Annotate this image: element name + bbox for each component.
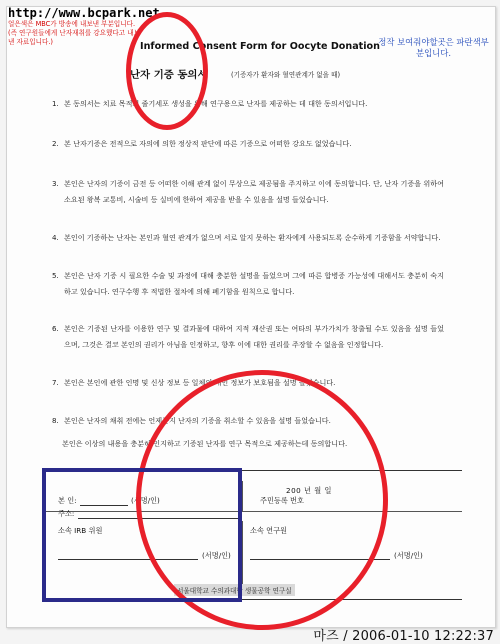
red-annotation-note: 얼은색은 MBC가 방송에 내보낸 부분입니다. (즉 연구원들에게 난자재취를 강요했다고 내보낸 자료입니다.): [8, 20, 140, 46]
clause-4: [52, 230, 444, 246]
clause-number: 4.: [52, 233, 59, 242]
researcher-label: 소속 연구원: [250, 526, 288, 535]
clause-number: 7.: [52, 378, 59, 387]
title-korean: 난자 기증 동의서: [130, 69, 208, 81]
capture-timestamp: 마즈 / 2006-01-10 12:22:37: [313, 629, 494, 644]
clause-6: [52, 321, 444, 352]
date-line: 200 년 월 일: [286, 486, 332, 495]
clause-number: 3.: [52, 179, 59, 188]
clause-5: [52, 268, 444, 299]
signer-sign-label: (서명/인): [131, 496, 160, 505]
clause-number: 5.: [52, 271, 59, 280]
clause-text: 본인은 기증된 난자를 이용한 연구 및 결과물에 대하여 지적 재산권 또는 여타의 부가가치가 창출될 수도 있음을 설명 들었으며, 그것은 결코 본인의 권리가 아님을 인정하고, 향후 이에 대한 권리를 주장할 수 없음을 인정합니다.: [64, 324, 444, 349]
rrn-label: 주민등록 번호: [260, 496, 304, 505]
irb-member-label: 소속 IRB 위원: [58, 526, 103, 535]
closing-statement: 본인은 이상의 내용을 충분히 인지하고 기증된 난자를 연구 목적으로 제공하는데 동의합니다.: [62, 439, 348, 448]
clause-text: 본 난자기증은 전적으로 자의에 의한 정상적 판단에 따른 기증으로 어떠한 강요도 없었습니다.: [64, 139, 352, 148]
researcher-sign-label: (서명/인): [394, 551, 423, 560]
watermark-url: http://www.bcpark.net: [8, 6, 160, 20]
clause-2: [52, 136, 444, 152]
irb-sign-label: (서명/인): [202, 551, 231, 560]
blue-annotation-note: 정작 보여줘야할곳은 파란색부분입니다.: [378, 37, 489, 58]
address-label: 주소:: [58, 509, 75, 518]
clause-number: 8.: [52, 416, 59, 425]
red-annotation-circle: [126, 12, 208, 130]
clause-text: 본인은 본인에 관한 인명 및 신상 정보 등 일체의 개인 정보가 보호됨을 설명 들었습니다.: [64, 378, 336, 387]
blue-annotation-box: [42, 468, 242, 602]
title-english: Informed Consent Form for Oocyte Donation: [140, 41, 380, 52]
clause-text: 본 동의서는 치료 목적의 줄기세포 생성을 위해 연구용으로 난자를 제공하는 데 대한 동의서입니다.: [64, 99, 368, 108]
clause-text: 본인은 난자 기증 시 필요한 수술 및 과정에 대해 충분한 설명을 들었으며 그에 따른 합병증 가능성에 대해서도 충분히 숙지하고 있습니다. 연구수행 후 적법한 절차에 의해 폐기함을 원칙으로 합니다.: [64, 271, 444, 296]
clause-1: [52, 96, 444, 112]
clause-number: 1.: [52, 99, 59, 108]
clause-text: 본인은 난자의 기증이 금전 등 어떠한 이해 관계 없이 무상으로 제공됨을 주지하고 이에 동의합니다. 단, 난자 기증을 위하여 소요된 왕복 교통비, 시술비 등 실비에 한하여 제공을 받을 수 있음을 설명 들었습니다.: [64, 179, 444, 204]
clause-text: 본인은 난자의 채취 전에는 언제든지 난자의 기증을 취소할 수 있음을 설명 들었습니다.: [64, 416, 331, 425]
clause-number: 6.: [52, 324, 59, 333]
clause-number: 2.: [52, 139, 59, 148]
clause-3: [52, 176, 444, 207]
institution-footer: 서울대학교 수의과대학 생물공학 연구실: [174, 584, 295, 596]
title-korean-subtitle: (기증자가 환자와 혈연관계가 없을 때): [231, 71, 341, 79]
signer-name-label: 본 인:: [58, 496, 77, 505]
clause-text: 본인이 기증하는 난자는 본인과 혈연 관계가 없으며 서로 알지 못하는 환자에게 사용되도록 순수하게 기증함을 서약합니다.: [64, 233, 441, 242]
